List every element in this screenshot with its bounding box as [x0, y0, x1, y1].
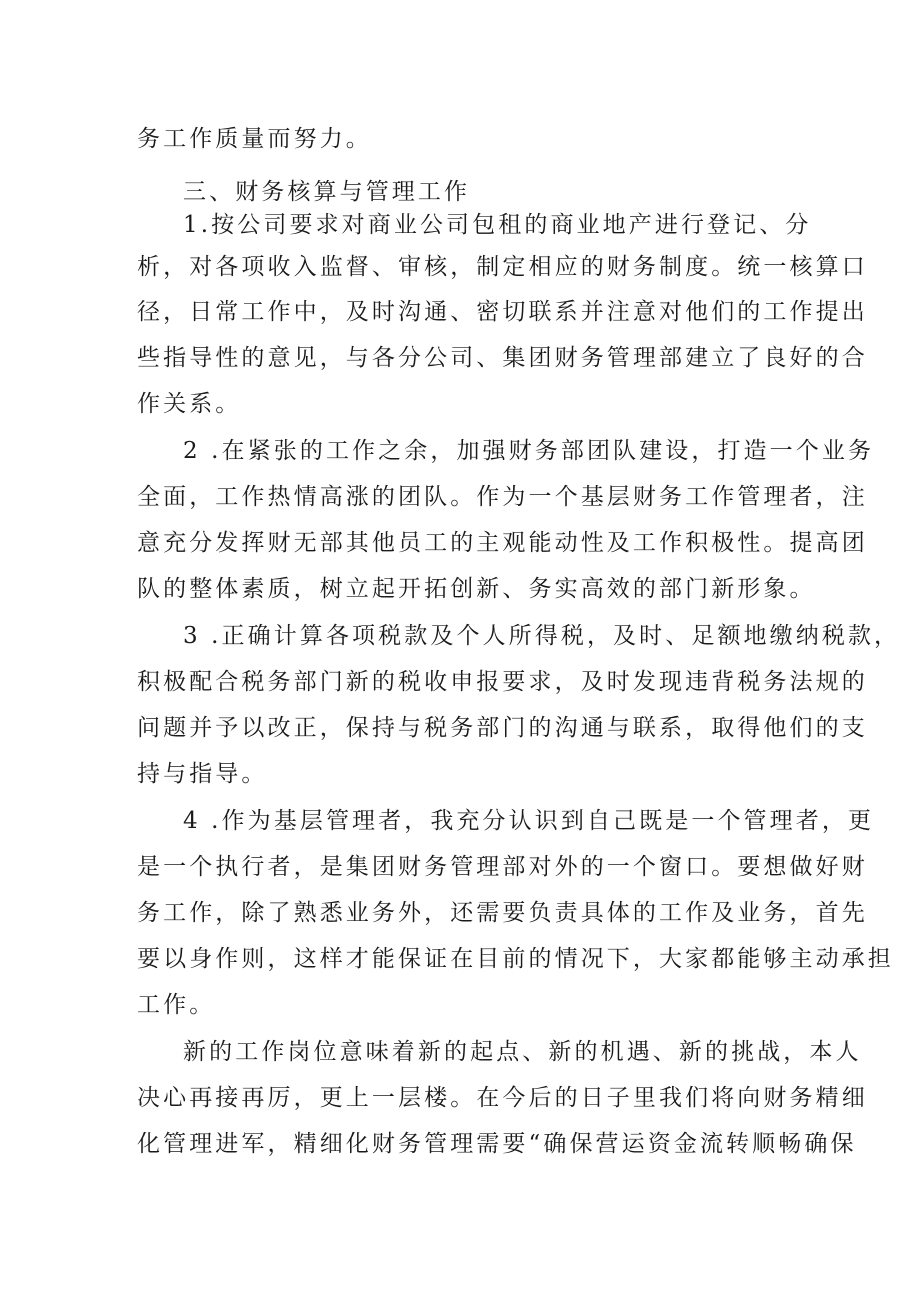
section-heading: 三、财务核算与管理工作 — [183, 179, 471, 205]
text-line: 作关系。 — [137, 391, 242, 417]
text-line: 径，日常工作中，及时沟通、密切联系并注意对他们的工作提出 — [137, 299, 868, 325]
text-line: 队的整体素质，树立起开拓创新、务实高效的部门新形象。 — [137, 576, 816, 602]
text-line: 析，对各项收入监督、审核，制定相应的财务制度。统一核算口 — [137, 254, 868, 280]
text-line: 工作。 — [137, 992, 216, 1018]
text-line: 化管理进军，精细化财务管理需要“确保营运资金流转顺畅确保 — [137, 1131, 857, 1157]
text-line: 2 .在紧张的工作之余，加强财务部团队建设，打造一个业务 — [183, 438, 875, 464]
text-line: 4 .作为基层管理者，我充分认识到自己既是一个管理者，更 — [183, 808, 875, 834]
text-line: 务工作质量而努力。 — [137, 126, 372, 152]
text-line: 要以身作则，这样才能保证在目前的情况下，大家都能够主动承担 — [137, 946, 894, 972]
text-line: 是一个执行者，是集团财务管理部对外的一个窗口。要想做好财 — [137, 854, 868, 880]
text-line: 务工作，除了熟悉业务外，还需要负责具体的工作及业务，首先 — [137, 900, 868, 926]
text-line: 持与指导。 — [137, 761, 268, 787]
text-line: 全面，工作热情高涨的团队。作为一个基层财务工作管理者，注 — [137, 484, 868, 510]
text-line: 问题并予以改正，保持与税务部门的沟通与联系，取得他们的支 — [137, 715, 868, 741]
text-line: 些指导性的意见，与各分公司、集团财务管理部建立了良好的合 — [137, 345, 868, 371]
text-line: 决心再接再厉，更上一层楼。在今后的日子里我们将向财务精细 — [137, 1085, 868, 1111]
text-line: 意充分发挥财无部其他员工的主观能动性及工作积极性。提高团 — [137, 530, 868, 556]
text-line: 积极配合税务部门新的税收申报要求，及时发现违背税务法规的 — [137, 669, 868, 695]
text-line: 1.按公司要求对商业公司包租的商业地产进行登记、分 — [183, 212, 812, 238]
text-line: 新的工作岗位意味着新的起点、新的机遇、新的挑战，本人 — [183, 1039, 862, 1065]
text-line: 3 .正确计算各项税款及个人所得税，及时、足额地缴纳税款， — [183, 623, 901, 649]
